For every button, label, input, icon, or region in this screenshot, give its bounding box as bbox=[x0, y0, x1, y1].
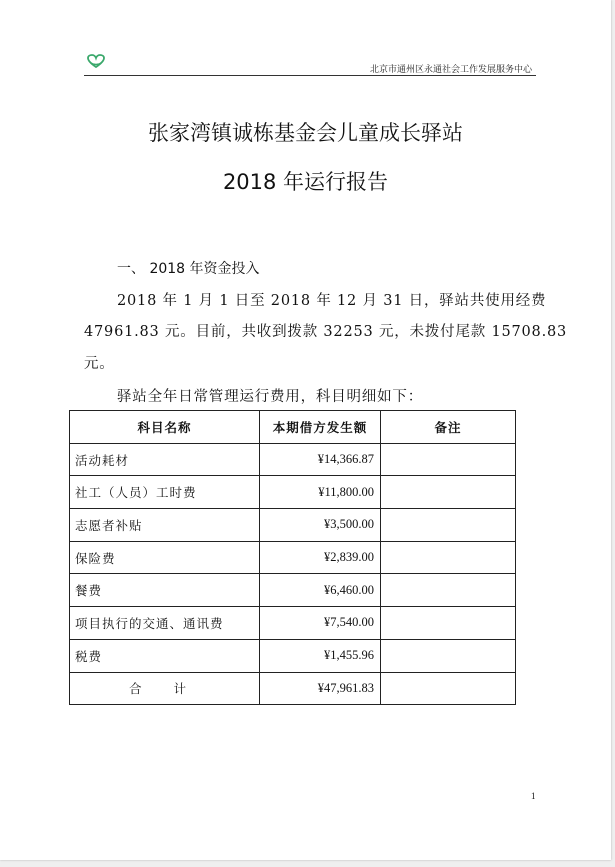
row-subject: 活动耗材 bbox=[70, 443, 260, 476]
row-amount: ¥1,455.96 bbox=[260, 639, 381, 672]
total-amount: ¥47,961.83 bbox=[260, 672, 381, 705]
expense-table bbox=[69, 410, 516, 705]
paragraph-line-4: 驿站全年日常管理运行费用，科目明细如下： bbox=[117, 389, 423, 405]
row-note bbox=[381, 476, 516, 509]
report-title-line2: 2018 年运行报告 bbox=[222, 170, 389, 194]
table-row bbox=[70, 607, 516, 640]
row-subject: 社工（人员）工时费 bbox=[70, 476, 260, 509]
header-remarks: 备注 bbox=[381, 411, 516, 444]
table-row bbox=[70, 639, 516, 672]
row-amount: ¥11,800.00 bbox=[260, 476, 381, 509]
header-subject-name: 科目名称 bbox=[70, 411, 260, 444]
table-row bbox=[70, 476, 516, 509]
row-note bbox=[381, 639, 516, 672]
row-subject: 税费 bbox=[70, 639, 260, 672]
row-amount: ¥6,460.00 bbox=[260, 574, 381, 607]
row-subject: 餐费 bbox=[70, 574, 260, 607]
report-title-line1: 张家湾镇诚栋基金会儿童成长驿站 bbox=[148, 121, 463, 145]
header-divider bbox=[84, 75, 536, 76]
page-number: 1 bbox=[531, 791, 536, 801]
heart-hands-logo-icon bbox=[87, 54, 105, 68]
row-note bbox=[381, 607, 516, 640]
table-total-row bbox=[70, 672, 516, 705]
row-subject: 项目执行的交通、通讯费 bbox=[70, 607, 260, 640]
row-subject: 志愿者补贴 bbox=[70, 509, 260, 542]
row-note bbox=[381, 509, 516, 542]
header-organization: 北京市通州区永通社会工作发展服务中心 bbox=[369, 65, 532, 75]
row-note bbox=[381, 443, 516, 476]
row-note bbox=[381, 541, 516, 574]
table-header-row bbox=[70, 411, 516, 444]
paragraph-line-1: 2018 年 1 月 1 日至 2018 年 12 月 31 日，驿站共使用经费 bbox=[117, 293, 547, 309]
total-note bbox=[381, 672, 516, 705]
row-amount: ¥7,540.00 bbox=[260, 607, 381, 640]
row-amount: ¥14,366.87 bbox=[260, 443, 381, 476]
table-row bbox=[70, 509, 516, 542]
total-label: 合 计 bbox=[70, 672, 260, 705]
table-row bbox=[70, 574, 516, 607]
row-note bbox=[381, 574, 516, 607]
paragraph-line-3: 元。 bbox=[84, 356, 115, 372]
row-amount: ¥2,839.00 bbox=[260, 541, 381, 574]
row-amount: ¥3,500.00 bbox=[260, 509, 381, 542]
table-row bbox=[70, 541, 516, 574]
header-debit-amount: 本期借方发生额 bbox=[260, 411, 381, 444]
paragraph-line-2: 47961.83 元。目前，共收到拨款 32253 元，未拨付尾款 15708.83 bbox=[84, 324, 568, 340]
table-row bbox=[70, 443, 516, 476]
section-heading-funding: 一、 2018 年资金投入 bbox=[117, 261, 260, 277]
row-subject: 保险费 bbox=[70, 541, 260, 574]
